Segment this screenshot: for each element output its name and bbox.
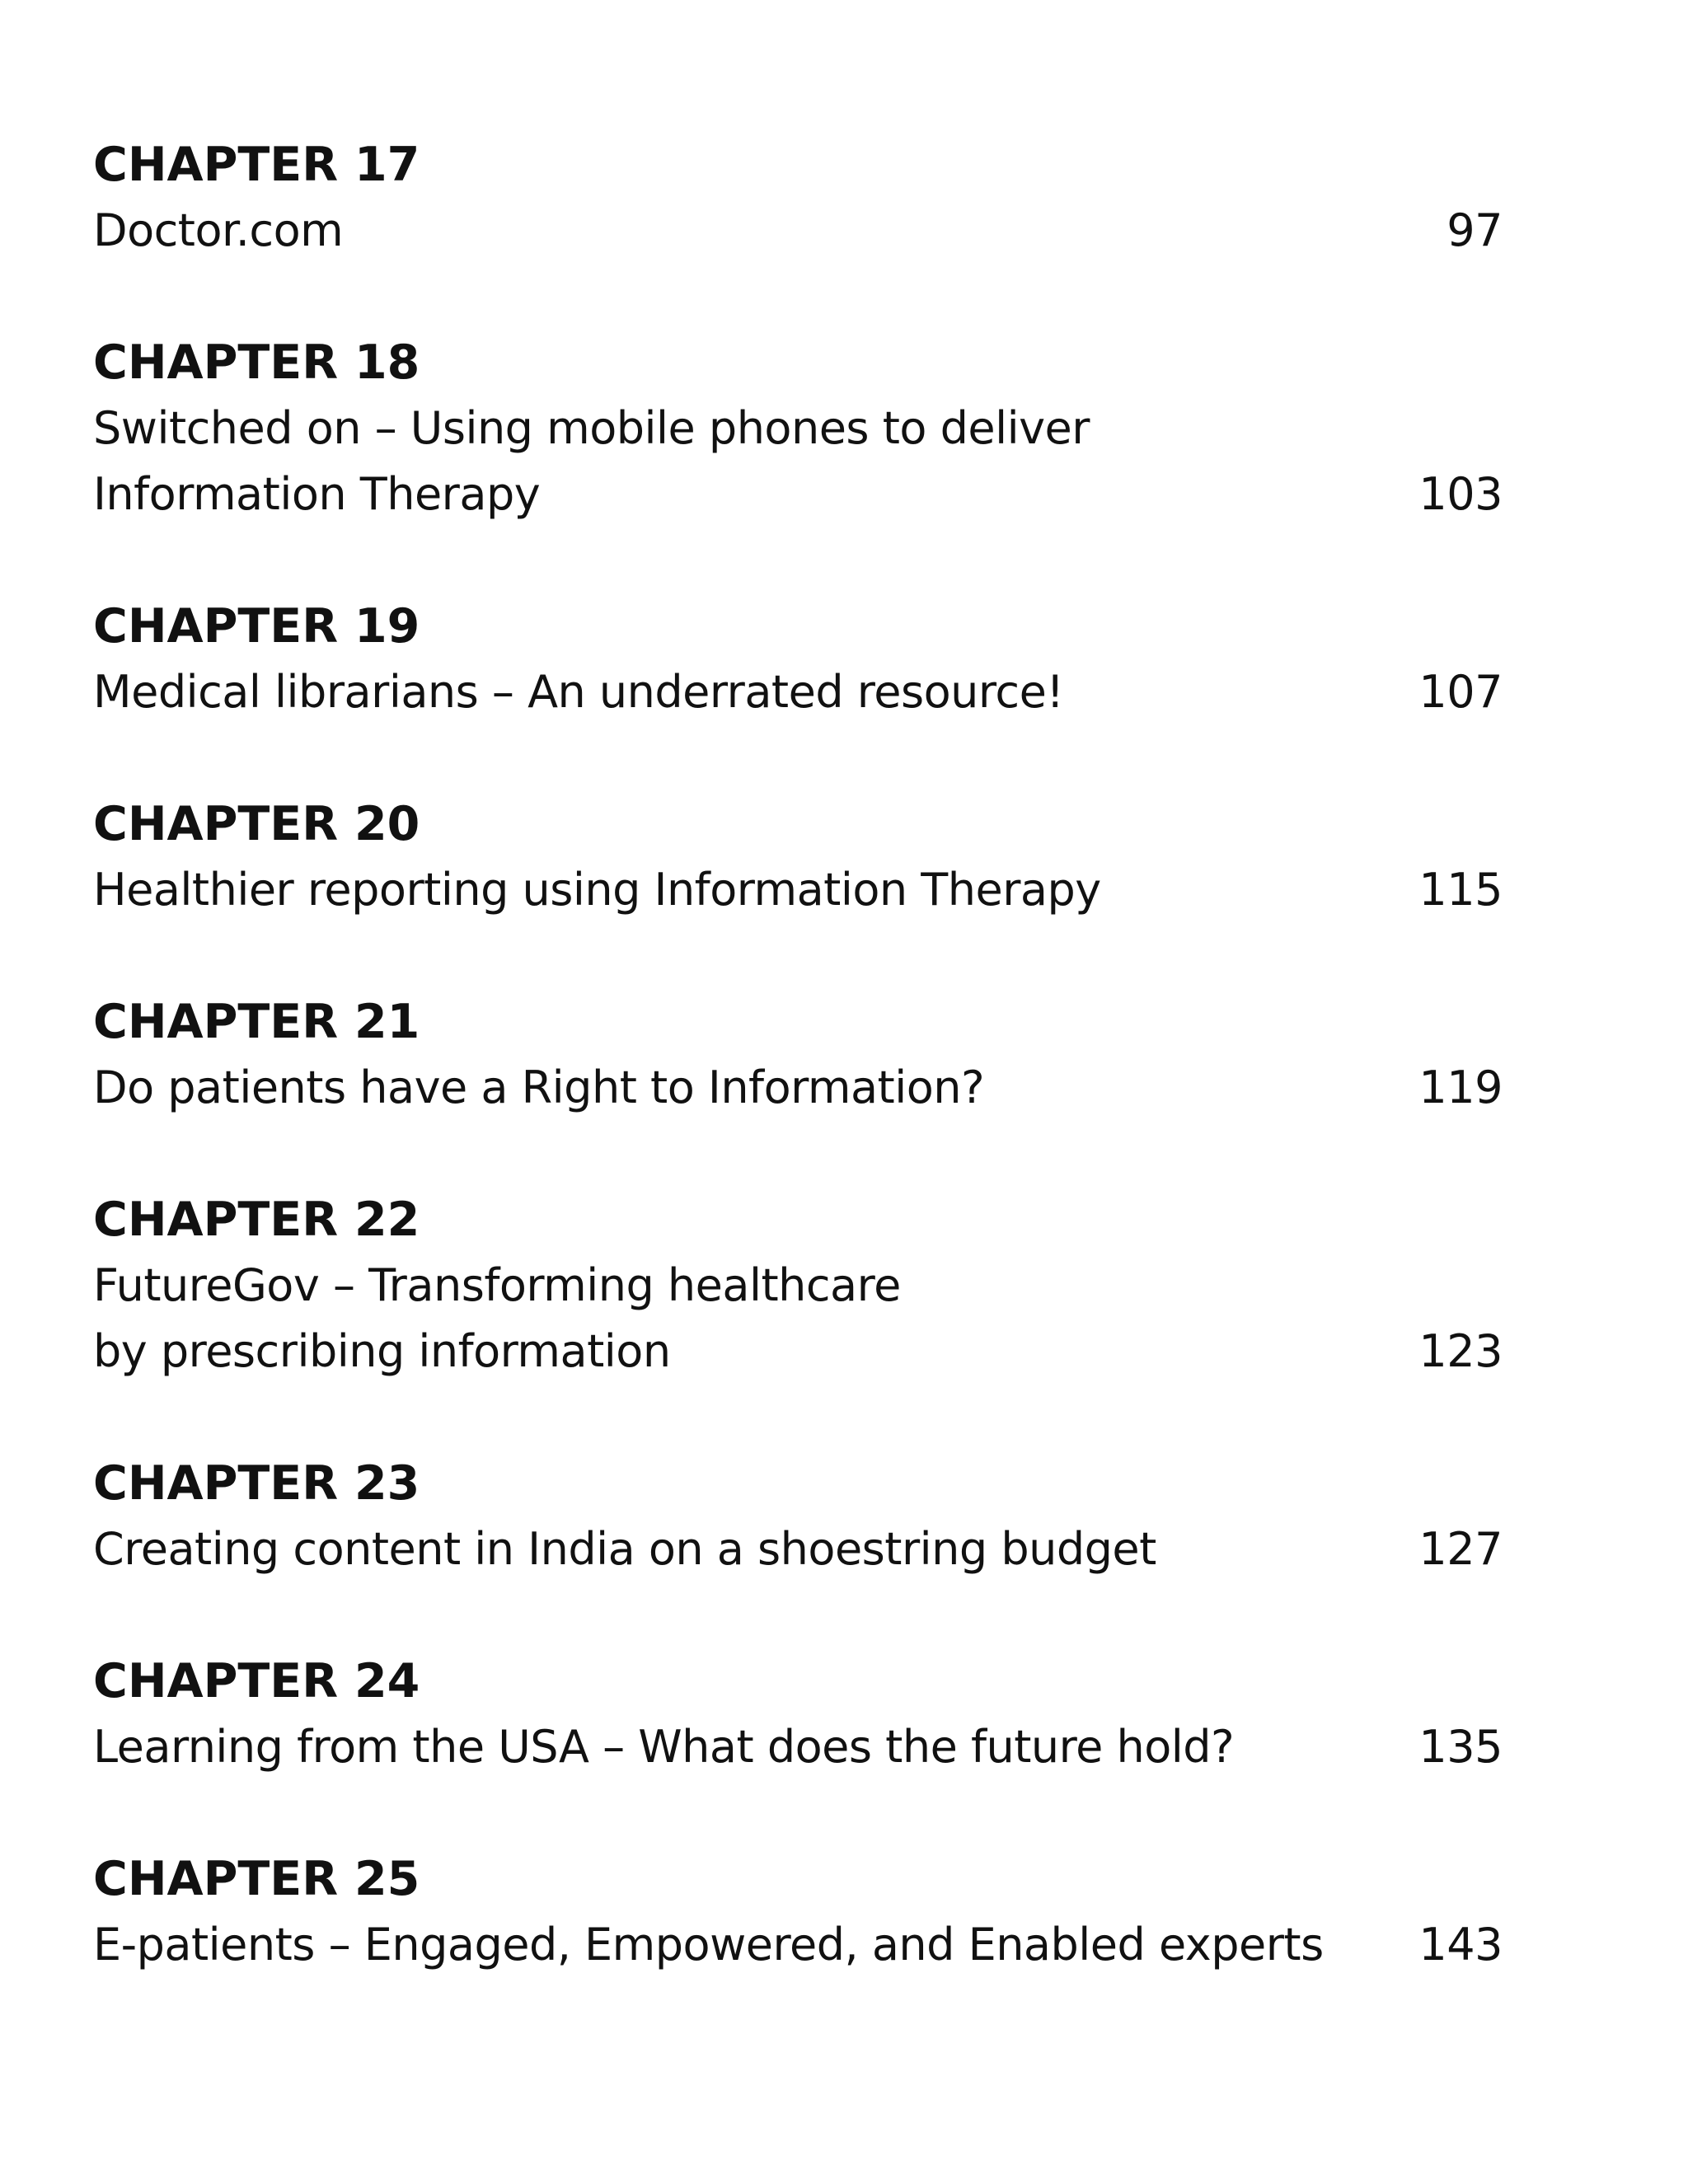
chapter-title (93, 1912, 1503, 1978)
page-number: 119 (1418, 1062, 1503, 1113)
toc-entry-chapter-20 (93, 791, 1503, 923)
page-number: 97 (1447, 204, 1503, 256)
page-number: 143 (1418, 1919, 1503, 1971)
chapter-title (93, 1055, 1503, 1121)
chapter-heading: CHAPTER 22 (93, 1193, 420, 1247)
chapter-heading: CHAPTER 24 (93, 1654, 420, 1708)
toc-entry-chapter-19 (93, 593, 1503, 725)
chapter-title (93, 1253, 1503, 1385)
toc-entry-chapter-21 (93, 989, 1503, 1121)
toc-entry-chapter-23 (93, 1451, 1503, 1582)
table-of-contents (93, 132, 1503, 2044)
chapter-title-line: Information Therapy (93, 468, 541, 520)
chapter-title-line: E-patients – Engaged, Empowered, and Enabled experts (93, 1919, 1324, 1971)
toc-entry-chapter-24 (93, 1648, 1503, 1780)
chapter-title-line: Medical librarians – An underrated resource! (93, 666, 1064, 718)
toc-entry-chapter-22 (93, 1187, 1503, 1385)
chapter-heading: CHAPTER 23 (93, 1456, 420, 1511)
chapter-heading: CHAPTER 21 (93, 995, 420, 1049)
toc-entry-chapter-25 (93, 1846, 1503, 1978)
chapter-title (93, 396, 1503, 527)
chapter-title (93, 659, 1503, 725)
chapter-title (93, 1714, 1503, 1780)
chapter-title (93, 198, 1503, 264)
page-number: 107 (1418, 666, 1503, 718)
chapter-heading: CHAPTER 20 (93, 797, 420, 851)
chapter-title (93, 857, 1503, 923)
chapter-title-line: Learning from the USA – What does the future hold? (93, 1721, 1235, 1773)
chapter-title-line: Doctor.com (93, 204, 344, 256)
page-number: 123 (1418, 1325, 1503, 1377)
chapter-title-line: Creating content in India on a shoestring budget (93, 1523, 1156, 1575)
chapter-heading: CHAPTER 18 (93, 335, 420, 390)
chapter-title-line: Switched on – Using mobile phones to deliver (93, 402, 1090, 454)
toc-entry-chapter-18 (93, 330, 1503, 527)
chapter-heading: CHAPTER 19 (93, 599, 420, 654)
chapter-title-line: FutureGov – Transforming healthcare (93, 1259, 901, 1311)
toc-entry-chapter-17 (93, 132, 1503, 264)
chapter-heading: CHAPTER 17 (93, 138, 420, 192)
chapter-title-line: Healthier reporting using Information Therapy (93, 864, 1101, 916)
page-number: 115 (1418, 864, 1503, 916)
chapter-heading: CHAPTER 25 (93, 1852, 420, 1906)
page-number: 127 (1418, 1523, 1503, 1575)
page-number: 103 (1418, 468, 1503, 520)
page-number: 135 (1418, 1721, 1503, 1773)
chapter-title-line: by prescribing information (93, 1325, 671, 1377)
chapter-title (93, 1516, 1503, 1582)
chapter-title-line: Do patients have a Right to Information? (93, 1062, 985, 1113)
